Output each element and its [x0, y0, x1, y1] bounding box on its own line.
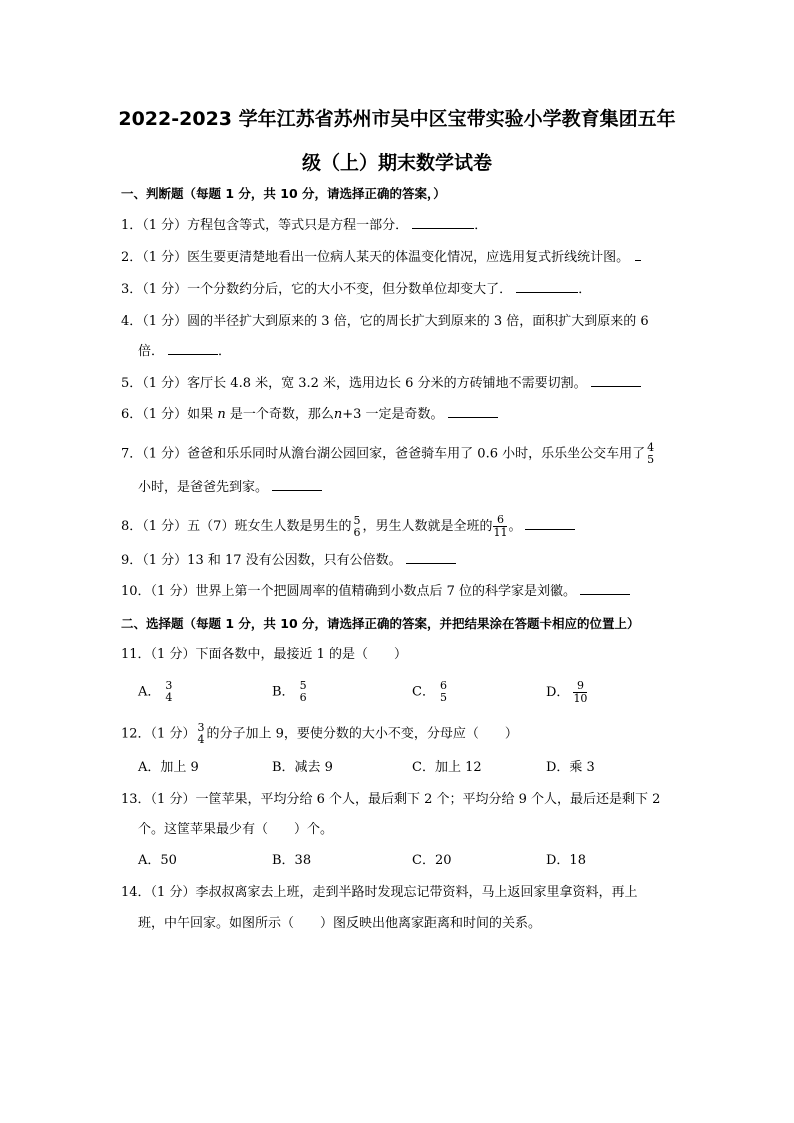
- exam-title-line1: 2022-2023 学年江苏省苏州市吴中区宝带实验小学教育集团五年: [118, 108, 676, 130]
- question-2-text: 2．（1 分）医生要更清楚地看出一位病人某天的体温变化情况，应选用复式折线统计图。: [121, 250, 630, 265]
- answer-blank: [406, 551, 456, 564]
- section-heading-multiple-choice: 二、选择题（每题 1 分，共 10 分，请选择正确的答案，并把结果涂在答题卡相应的位置上）: [121, 616, 640, 631]
- question-6-text-b: 是一个奇数，那么: [229, 407, 334, 422]
- fraction: 6 5: [439, 679, 447, 704]
- answer-blank: [580, 582, 630, 595]
- option-c[interactable]: C．加上 12: [412, 760, 482, 775]
- question-7-text: 7．（1 分）爸爸和乐乐同时从澹台湖公园回家，爸爸骑车用了 0.6 小时，乐乐坐公交车用了: [121, 446, 646, 462]
- answer-blank: [516, 280, 578, 293]
- question-14-continued: [138, 914, 541, 934]
- question-10: [121, 582, 630, 602]
- fraction: 5 6: [299, 679, 307, 704]
- answer-blank: [525, 517, 575, 530]
- question-4-text-cont: 倍．: [138, 344, 165, 359]
- question-13-continued: [138, 820, 333, 840]
- question-4-text: 4．（1 分）圆的半径扩大到原来的 3 倍，它的周长扩大到原来的 3 倍，面积扩大到原来的 6: [121, 314, 649, 329]
- question-14: [121, 883, 637, 903]
- option-b[interactable]: B．38: [272, 853, 312, 868]
- question-7-text-cont: 小时，是爸爸先到家。: [138, 480, 269, 495]
- question-13: [121, 790, 660, 810]
- question-12: [121, 722, 518, 746]
- fraction: 4 5: [647, 441, 655, 466]
- question-8-text-c: 。: [508, 519, 522, 534]
- option-a[interactable]: A． 3 4: [138, 679, 173, 704]
- question-11: [121, 645, 407, 665]
- question-5-text: 5．（1 分）客厅长 4.8 米，宽 3.2 米，选用边长 6 分米的方砖铺地不需要切割。: [121, 376, 587, 391]
- question-4: [121, 312, 649, 332]
- question-1: 1．（1 分）方程包含等式，等式只是方程一部分． ．: [121, 218, 488, 233]
- question-9: [121, 551, 456, 571]
- question-2: [121, 248, 641, 268]
- question-6: [121, 405, 498, 425]
- answer-blank: [168, 342, 218, 355]
- option-b[interactable]: B． 5 6: [272, 679, 307, 704]
- fraction: $\frac{6}{11}$: [493, 513, 508, 539]
- question-8-text-a: 8．（1 分）五（7）班女生人数是男生的: [121, 519, 352, 534]
- option-b[interactable]: B．减去 9: [272, 760, 333, 775]
- answer-blank: [591, 374, 641, 387]
- option-d[interactable]: D．18: [546, 853, 586, 868]
- section-heading-true-false: 一、判断题（每题 1 分，共 10 分，请选择正确的答案，）: [121, 186, 446, 201]
- question-4-continued: 倍． ．: [138, 344, 232, 359]
- answer-blank: [412, 216, 474, 229]
- question-14-text-cont: 班，中午回家。如图所示（ ）图反映出他离家距离和时间的关系。: [138, 916, 542, 931]
- question-12-text-a: 12．（1 分）: [121, 726, 196, 742]
- question-5: [121, 374, 641, 394]
- question-12-text-b: 的分子加上 9，要使分数的大小不变，分母应（ ）: [206, 726, 518, 742]
- exam-title-line2: 级（上）期末数学试卷: [301, 152, 492, 174]
- answer-blank: [272, 478, 322, 491]
- option-d[interactable]: D．乘 3: [546, 760, 595, 775]
- question-3: 3．（1 分）一个分数约分后，它的大小不变，但分数单位却变大了． ．: [121, 282, 592, 297]
- option-a[interactable]: A．50: [138, 853, 177, 868]
- fraction: $\frac{9}{10}$: [573, 679, 588, 705]
- question-6-text-a: 6．（1 分）如果: [121, 407, 214, 422]
- question-10-text: 10．（1 分）世界上第一个把圆周率的值精确到小数点后 7 位的科学家是刘徽。: [121, 584, 576, 599]
- answer-blank: [448, 405, 498, 418]
- fraction: 3 4: [165, 679, 173, 704]
- option-d[interactable]: D． $\frac{9}{10}$: [546, 679, 588, 705]
- option-a[interactable]: A．加上 9: [138, 760, 199, 775]
- option-c[interactable]: C． 6 5: [412, 679, 447, 704]
- question-7: [121, 442, 656, 466]
- question-13-text-cont: 个。这筐苹果最少有（ ）个。: [138, 822, 334, 837]
- question-13-text: 13．（1 分）一筐苹果，平均分给 6 个人，最后剩下 2 个；平均分给 9 个人，最后还是剩下 2: [121, 792, 661, 807]
- option-c[interactable]: C．20: [412, 853, 452, 868]
- question-6-text-c: +3 一定是奇数。: [342, 407, 444, 422]
- fraction: 5 6: [353, 513, 361, 539]
- question-7-continued: [138, 478, 322, 498]
- question-8-text-b: ，男生人数就是全班的: [362, 519, 493, 534]
- question-11-text: 11．（1 分）下面各数中，最接近 1 的是（ ）: [121, 647, 407, 662]
- answer-blank: [635, 248, 641, 261]
- question-8: [121, 514, 575, 539]
- question-14-text: 14．（1 分）李叔叔离家去上班，走到半路时发现忘记带资料，马上返回家里拿资料，再上: [121, 885, 638, 900]
- variable-n: n: [217, 407, 226, 422]
- fraction: 3 4: [197, 721, 205, 746]
- question-9-text: 9．（1 分）13 和 17 没有公因数，只有公倍数。: [121, 553, 402, 568]
- variable-n: n: [333, 407, 343, 422]
- question-1-text: 1．（1 分）方程包含等式，等式只是方程一部分．: [121, 218, 409, 233]
- question-3-text: 3．（1 分）一个分数约分后，它的大小不变，但分数单位却变大了．: [121, 282, 513, 297]
